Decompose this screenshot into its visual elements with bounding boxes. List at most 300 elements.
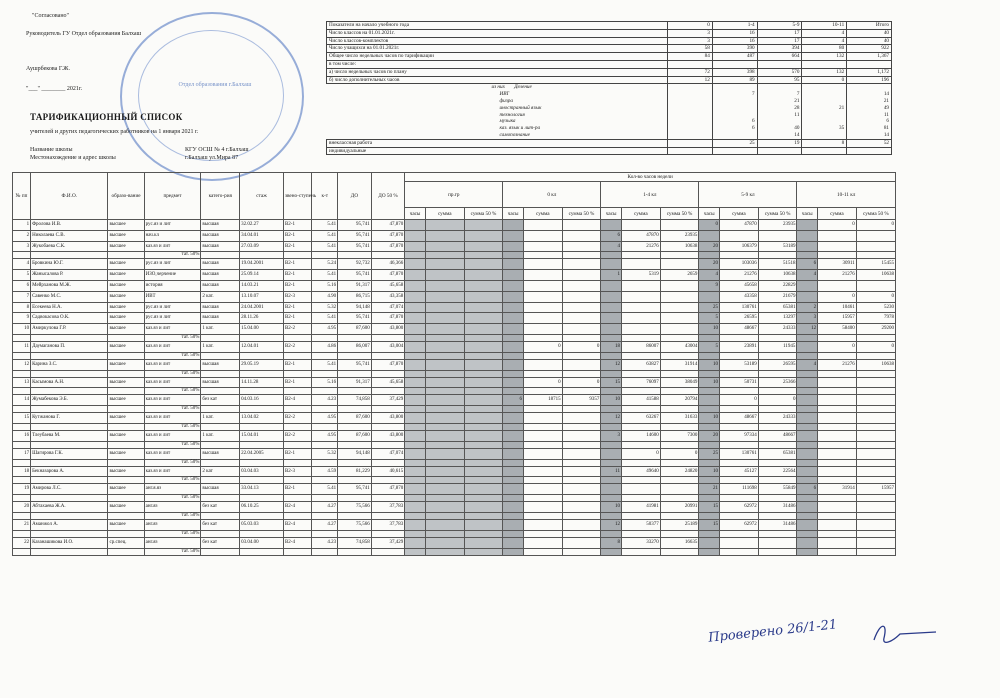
hours-cell: 41588 <box>621 395 660 406</box>
subrow-cell <box>108 530 144 537</box>
subrow-note: тат. 50% <box>144 459 201 466</box>
hours-cell <box>503 302 524 313</box>
category: высшая <box>201 230 240 241</box>
hours-cell <box>405 484 426 495</box>
hours-cell <box>818 430 857 441</box>
hours-cell <box>818 537 857 548</box>
category: высшая <box>201 270 240 281</box>
school-label: Название школы <box>30 147 73 153</box>
hours-cell <box>523 230 562 241</box>
education: высшее <box>108 259 144 270</box>
experience: 12.04.01 <box>240 341 284 352</box>
hours-cell <box>562 220 601 231</box>
summary-value: 7 <box>757 91 802 98</box>
hours-cell: 0 <box>856 291 895 302</box>
subrow-cell <box>464 334 503 341</box>
subrow-cell <box>13 406 31 413</box>
subrow-cell <box>621 441 660 448</box>
hours-cell <box>425 341 464 352</box>
hours-cell <box>818 230 857 241</box>
summary-extra-label <box>327 132 668 139</box>
base-salary: 95,741 <box>338 313 372 324</box>
summary-value: 4 <box>802 37 847 45</box>
subrow-cell <box>371 406 405 413</box>
hours-cell <box>425 448 464 459</box>
hours-cell <box>818 413 857 424</box>
subrow-cell <box>283 459 311 466</box>
table-subrow <box>13 548 896 555</box>
col-chasy: часы <box>601 208 622 220</box>
subrow-cell <box>621 388 660 395</box>
hours-cell: 49640 <box>621 466 660 477</box>
category: высшая <box>201 448 240 459</box>
hours-cell: 38049 <box>660 377 699 388</box>
hours-cell <box>601 220 622 231</box>
hours-cell <box>405 259 426 270</box>
experience: 25.09.14 <box>240 270 284 281</box>
subrow-cell <box>818 370 857 377</box>
subrow-cell <box>405 495 426 502</box>
summary-value: 1,367 <box>847 53 892 61</box>
subrow-cell <box>562 548 601 555</box>
subrow-cell <box>371 334 405 341</box>
subject: нач.кл <box>144 230 201 241</box>
hours-cell <box>818 280 857 291</box>
subrow-cell <box>371 477 405 484</box>
summary-label: в том числе: <box>327 60 668 68</box>
subrow-cell <box>660 423 699 430</box>
summary-value: 6 <box>712 125 757 132</box>
hours-cell <box>503 502 524 513</box>
table-row <box>13 341 896 352</box>
subrow-cell <box>108 423 144 430</box>
teacher-name: Жанысалова Р. <box>31 270 108 281</box>
summary-value <box>802 60 847 68</box>
subrow-cell <box>31 512 108 519</box>
hours-cell <box>621 280 660 291</box>
hours-cell: 21679 <box>758 291 797 302</box>
hours-cell <box>425 377 464 388</box>
subrow-cell <box>562 477 601 484</box>
hours-cell: 25366 <box>758 377 797 388</box>
subrow-cell <box>405 370 426 377</box>
address-value: г.Балхаш ул.Мира 87 <box>185 155 239 161</box>
hours-cell <box>621 291 660 302</box>
subrow-cell <box>371 495 405 502</box>
summary-value: 7 <box>712 91 757 98</box>
subrow-cell <box>660 252 699 259</box>
teacher-name: Карина З.С. <box>31 359 108 370</box>
summary-value: 21 <box>847 98 892 105</box>
hours-cell <box>660 324 699 335</box>
hours-cell: 21276 <box>621 241 660 252</box>
coefficient: 5.16 <box>312 280 338 291</box>
coefficient: 5.24 <box>312 259 338 270</box>
summary-value: 12 <box>668 76 713 84</box>
subrow-cell <box>405 459 426 466</box>
subrow-cell <box>240 406 284 413</box>
hours-cell <box>856 537 895 548</box>
subrow-cell <box>699 406 720 413</box>
hours-cell <box>797 466 818 477</box>
hours-cell <box>425 537 464 548</box>
hours-cell <box>621 313 660 324</box>
table-row <box>13 519 896 530</box>
summary-extra-label <box>327 91 668 98</box>
summary-value: 58 <box>668 45 713 53</box>
subrow-cell <box>283 406 311 413</box>
coefficient: 4.59 <box>312 466 338 477</box>
base-salary: 95,741 <box>338 230 372 241</box>
table-row <box>13 220 896 231</box>
subrow-cell <box>201 388 240 395</box>
subrow-cell <box>601 477 622 484</box>
grade-level: В2-1 <box>283 484 311 495</box>
subrow-cell <box>601 406 622 413</box>
subrow-cell <box>699 477 720 484</box>
subrow-cell <box>425 459 464 466</box>
teacher-name: Жукобаева С.К. <box>31 241 108 252</box>
hours-cell <box>425 413 464 424</box>
hours-cell: 45127 <box>720 466 759 477</box>
coefficient: 5.32 <box>312 448 338 459</box>
coefficient: 5.41 <box>312 241 338 252</box>
row-number: 14 <box>13 395 31 406</box>
stamp-text: Отдел образования г.Балхаш <box>178 82 252 88</box>
hours-cell <box>523 324 562 335</box>
subrow-cell <box>371 459 405 466</box>
coefficient: 5.41 <box>312 270 338 281</box>
coefficient: 4.86 <box>312 341 338 352</box>
teacher-name: Амиркулова Г.Р. <box>31 324 108 335</box>
subrow-cell <box>720 548 759 555</box>
summary-value <box>668 98 713 105</box>
subrow-cell <box>338 370 372 377</box>
hours-cell: 2 <box>797 302 818 313</box>
hours-cell: 10638 <box>856 359 895 370</box>
summary-extra-prefix: из них <box>491 84 505 91</box>
hours-cell: 18715 <box>523 395 562 406</box>
base-salary: 91,317 <box>338 377 372 388</box>
table-row <box>13 359 896 370</box>
hours-cell <box>856 395 895 406</box>
subrow-cell <box>503 388 524 395</box>
coefficient: 5.32 <box>312 302 338 313</box>
subrow-cell <box>283 477 311 484</box>
subrow-cell <box>425 352 464 359</box>
education: ср.спец. <box>108 537 144 548</box>
hours-cell: 10638 <box>758 270 797 281</box>
subject: рус.яз и лит <box>144 259 201 270</box>
subrow-cell <box>425 477 464 484</box>
grade-level: В2-1 <box>283 280 311 291</box>
hours-cell <box>797 341 818 352</box>
coefficient: 4.95 <box>312 430 338 441</box>
subrow-cell <box>13 334 31 341</box>
subrow-cell <box>601 512 622 519</box>
subrow-cell <box>720 441 759 448</box>
base-salary-50: 47,870 <box>371 220 405 231</box>
hours-cell <box>425 220 464 231</box>
base-salary-50: 47,870 <box>371 230 405 241</box>
base-salary: 75,566 <box>338 502 372 513</box>
subrow-cell <box>312 495 338 502</box>
subrow-cell <box>818 477 857 484</box>
hours-cell: 10461 <box>818 302 857 313</box>
hours-cell <box>797 280 818 291</box>
grade-level: В2-4 <box>283 502 311 513</box>
grade-level: В2-1 <box>283 448 311 459</box>
subrow-cell <box>758 512 797 519</box>
subrow-cell <box>523 495 562 502</box>
hours-cell <box>425 241 464 252</box>
subrow-cell <box>621 252 660 259</box>
hours-cell <box>562 502 601 513</box>
subrow-cell <box>660 512 699 519</box>
col-category: катего-рия <box>201 173 240 220</box>
subrow-cell <box>371 548 405 555</box>
hours-cell: 33270 <box>621 537 660 548</box>
hours-cell <box>405 291 426 302</box>
coefficient: 4.95 <box>312 324 338 335</box>
hours-cell: 7978 <box>856 313 895 324</box>
hours-cell: 9 <box>699 280 720 291</box>
hours-cell <box>621 484 660 495</box>
subrow-note: тат. 50% <box>144 441 201 448</box>
hours-cell <box>660 220 699 231</box>
subrow-cell <box>758 477 797 484</box>
subrow-cell <box>108 334 144 341</box>
table-subrow <box>13 370 896 377</box>
subrow-cell <box>720 477 759 484</box>
subrow-cell <box>720 388 759 395</box>
hours-cell: 50731 <box>720 377 759 388</box>
base-salary: 95,741 <box>338 241 372 252</box>
col-fio: Ф.И.О. <box>31 173 108 220</box>
hours-cell <box>562 484 601 495</box>
summary-value <box>712 84 757 91</box>
base-salary: 86,715 <box>338 291 372 302</box>
base-salary-50: 47,074 <box>371 448 405 459</box>
hours-cell: 0 <box>621 448 660 459</box>
summary-extra-row <box>327 125 892 132</box>
subrow-cell <box>562 388 601 395</box>
table-subrow <box>13 423 896 430</box>
summary-value: 21 <box>802 105 847 112</box>
hours-cell: 4 <box>797 359 818 370</box>
row-number: 10 <box>13 324 31 335</box>
subrow-cell <box>283 352 311 359</box>
col-s50: сумма 50 % <box>562 208 601 220</box>
experience: 05.03.03 <box>240 519 284 530</box>
table-row <box>13 537 896 548</box>
summary-extra-item: каз. язык и лит-ра <box>499 125 541 132</box>
hours-cell <box>601 448 622 459</box>
subrow-cell <box>312 252 338 259</box>
table-row <box>13 448 896 459</box>
subrow-cell <box>338 352 372 359</box>
subrow-cell <box>371 388 405 395</box>
hours-cell <box>503 241 524 252</box>
subrow-cell <box>856 495 895 502</box>
teacher-name: Аманжол А. <box>31 519 108 530</box>
subrow-cell <box>31 252 108 259</box>
base-salary-50: 45,658 <box>371 377 405 388</box>
table-row <box>13 230 896 241</box>
category: без кат <box>201 395 240 406</box>
hours-cell <box>720 230 759 241</box>
row-number: 21 <box>13 519 31 530</box>
hours-cell <box>758 537 797 548</box>
subrow-cell <box>699 334 720 341</box>
subrow-cell <box>425 495 464 502</box>
education: высшее <box>108 413 144 424</box>
col-chasy: часы <box>797 208 818 220</box>
hours-cell <box>425 270 464 281</box>
subject: анг.яз <box>144 519 201 530</box>
hours-cell <box>797 448 818 459</box>
hours-cell <box>562 270 601 281</box>
summary-value <box>712 98 757 105</box>
hours-cell: 0 <box>562 377 601 388</box>
subrow-cell <box>201 530 240 537</box>
subrow-cell <box>425 530 464 537</box>
experience: 03.04.03 <box>240 466 284 477</box>
hours-cell: 31486 <box>758 519 797 530</box>
teacher-name: Савенко М.С. <box>31 291 108 302</box>
hours-cell: 15 <box>699 502 720 513</box>
summary-value: 664 <box>757 53 802 61</box>
teacher-name: Тлеубаева М. <box>31 430 108 441</box>
table-row <box>13 413 896 424</box>
base-salary: 94,148 <box>338 448 372 459</box>
teacher-name: Есекеева Н.А. <box>31 302 108 313</box>
summary-row <box>327 29 892 37</box>
subrow-cell <box>240 423 284 430</box>
summary-value <box>668 132 713 139</box>
subrow-cell <box>240 459 284 466</box>
row-number: 13 <box>13 377 31 388</box>
hours-cell: 6 <box>797 259 818 270</box>
category: высшая <box>201 259 240 270</box>
summary-value <box>757 118 802 125</box>
hours-cell <box>405 280 426 291</box>
hours-cell: 23935 <box>758 220 797 231</box>
subrow-cell <box>405 512 426 519</box>
hours-cell: 45658 <box>720 280 759 291</box>
teacher-name: Бровкина Ю.Г. <box>31 259 108 270</box>
subrow-cell <box>660 334 699 341</box>
subrow-cell <box>660 370 699 377</box>
experience: 03.04.00 <box>240 537 284 548</box>
subrow-cell <box>201 512 240 519</box>
hours-cell <box>464 519 503 530</box>
subrow-cell <box>312 477 338 484</box>
base-salary-50: 40,615 <box>371 466 405 477</box>
subrow-cell <box>312 352 338 359</box>
summary-extra-row <box>327 91 892 98</box>
hours-cell <box>601 313 622 324</box>
experience: 22.04.2005 <box>240 448 284 459</box>
subrow-cell <box>856 441 895 448</box>
hours-cell <box>503 230 524 241</box>
subrow-cell <box>818 334 857 341</box>
hours-cell <box>562 359 601 370</box>
subrow-cell <box>108 459 144 466</box>
experience: 27.03.09 <box>240 241 284 252</box>
page-title: ТАРИФИКАЦИОННЫЙ СПИСОК <box>30 112 183 122</box>
hours-cell <box>856 466 895 477</box>
coefficient: 4.23 <box>312 395 338 406</box>
base-salary-50: 47,870 <box>371 241 405 252</box>
subrow-cell <box>720 512 759 519</box>
hours-cell: 3 <box>601 430 622 441</box>
hours-cell <box>758 230 797 241</box>
row-number: 16 <box>13 430 31 441</box>
subrow-cell <box>621 406 660 413</box>
hours-cell <box>699 537 720 548</box>
hours-cell <box>405 466 426 477</box>
hours-cell <box>425 359 464 370</box>
hours-cell: 10 <box>699 324 720 335</box>
hours-cell: 21276 <box>818 359 857 370</box>
base-salary: 91,317 <box>338 280 372 291</box>
summary-row <box>327 45 892 53</box>
subrow-cell <box>338 406 372 413</box>
hours-cell <box>562 302 601 313</box>
summary-value: 19 <box>757 139 802 147</box>
col-s50: сумма 50 % <box>464 208 503 220</box>
subrow-cell <box>562 459 601 466</box>
col-s50: сумма 50 % <box>856 208 895 220</box>
hours-cell: 130761 <box>720 448 759 459</box>
hours-cell <box>405 377 426 388</box>
hours-cell <box>464 341 503 352</box>
grade-level: В2-1 <box>283 270 311 281</box>
subrow-cell <box>13 459 31 466</box>
subrow-cell <box>720 459 759 466</box>
subrow-cell <box>660 530 699 537</box>
hours-cell: 6 <box>797 484 818 495</box>
hours-cell: 24820 <box>660 466 699 477</box>
subrow-cell <box>503 512 524 519</box>
summary-value <box>668 84 713 91</box>
hours-cell <box>464 466 503 477</box>
subrow-note: тат. 50% <box>144 512 201 519</box>
subrow-cell <box>240 334 284 341</box>
hours-cell <box>818 377 857 388</box>
hours-cell <box>621 324 660 335</box>
hours-cell: 20 <box>699 241 720 252</box>
hours-cell <box>621 259 660 270</box>
subrow-cell <box>797 252 818 259</box>
hours-cell <box>523 280 562 291</box>
hours-cell <box>797 377 818 388</box>
col-0kl: 0 кл <box>503 182 601 208</box>
summary-value: 28 <box>757 105 802 112</box>
summary-value: 81 <box>847 125 892 132</box>
summary-value: 394 <box>757 45 802 53</box>
teacher-name: Даумаганова П. <box>31 341 108 352</box>
subrow-cell <box>108 495 144 502</box>
subrow-cell <box>312 423 338 430</box>
grade-level: В2-3 <box>283 291 311 302</box>
subrow-cell <box>201 370 240 377</box>
hours-cell: 48667 <box>720 324 759 335</box>
hours-cell <box>523 241 562 252</box>
experience: 33.04.13 <box>240 484 284 495</box>
hours-cell <box>405 395 426 406</box>
